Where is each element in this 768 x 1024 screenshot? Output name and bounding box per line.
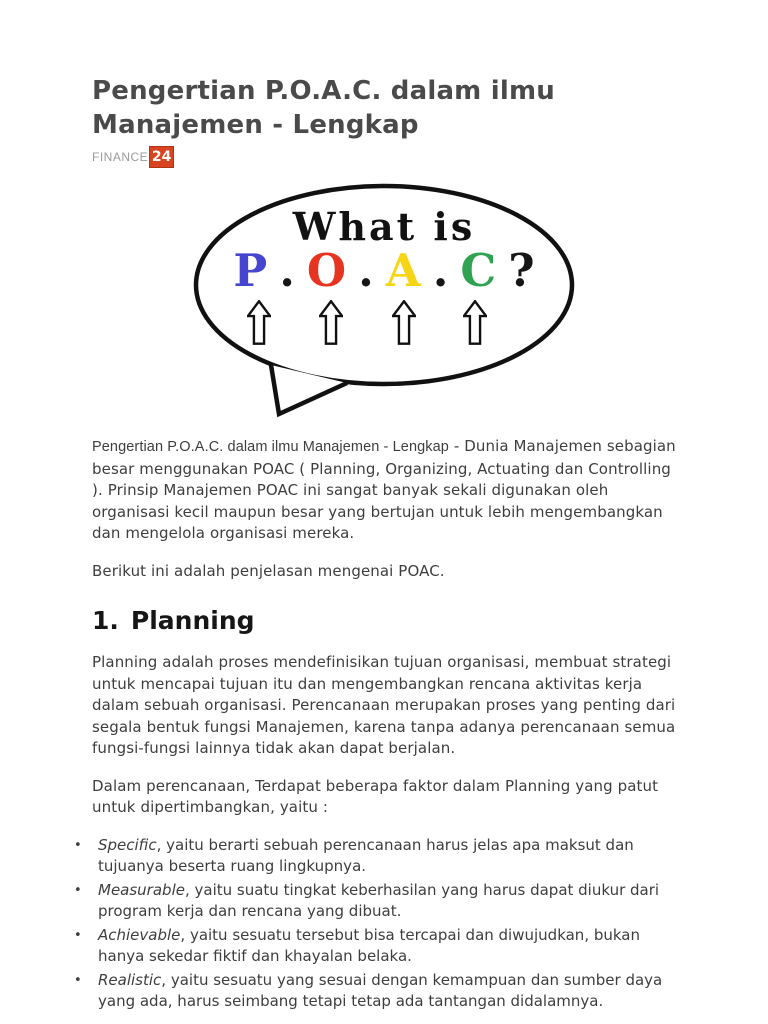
arrows-row: [192, 182, 577, 420]
letter-a: A: [385, 244, 421, 297]
intro-rest-text: - Dunia Manajemen sebagian besar menggunakan POAC ( Planning, Organizing, Actuating dan Controlling ). Prinsip Manajemen POAC ini sangat banyak sekali digunakan oleh organisasi kecil maupun besar yang bertujan untuk lebih mengembangkan dan mengelola organisasi mereka.: [92, 437, 676, 542]
list-item-text: [98, 925, 676, 968]
letter-c: C: [460, 244, 497, 297]
finance24-logo: [92, 146, 676, 168]
planning-factors-list: [68, 835, 676, 1013]
intro-paragraph: [92, 436, 676, 545]
intro-lead-phrase: Pengertian P.O.A.C. dalam ilmu Manajemen - Lengkap: [92, 439, 449, 455]
up-arrow-icon: [319, 300, 343, 345]
page-title: Pengertian P.O.A.C. dalam ilmu Manajemen - Lengkap: [92, 76, 555, 140]
bullet-icon: •: [74, 927, 82, 943]
list-item-text: [98, 835, 676, 878]
section-title: Planning: [130, 606, 255, 635]
up-arrow-icon: [463, 300, 487, 345]
list-item-rest: , yaitu suatu tingkat keberhasilan yang harus dapat diukur dari program kerja dan rencana yang dibuat.: [98, 880, 660, 920]
list-item-term: Realistic: [98, 970, 162, 989]
bullet-icon: •: [74, 972, 82, 988]
list-item: [68, 925, 676, 968]
up-arrow-icon: [392, 300, 416, 345]
list-item-term: Measurable: [98, 880, 185, 899]
bullet-icon: •: [74, 837, 82, 853]
list-item: [68, 835, 676, 878]
question-mark: ?: [508, 244, 535, 297]
logo-badge: 24: [149, 146, 174, 168]
letter-o: O: [306, 244, 347, 297]
letter-p: P: [233, 244, 268, 297]
section-number: 1.: [92, 606, 119, 635]
logo-wordmark: FINANCE: [92, 150, 149, 164]
list-item-rest: , yaitu sesuatu tersebut bisa tercapai dan diwujudkan, bukan hanya sekedar fiktif dan khayalan belaka.: [98, 925, 641, 965]
list-item: [68, 970, 676, 1013]
planning-paragraph-2: Dalam perencanaan, Terdapat beberapa faktor dalam Planning yang patut untuk dipertimbangkan, yaitu :: [92, 776, 659, 816]
bullet-icon: •: [74, 882, 82, 898]
dot-separator: .: [432, 244, 449, 297]
list-item-rest: , yaitu berarti sebuah perencanaan harus jelas apa maksut dan tujuanya beserta ruang lingkupnya.: [98, 835, 634, 875]
dot-separator: .: [358, 244, 374, 297]
up-arrow-icon: [247, 300, 271, 345]
list-item-rest: , yaitu sesuatu yang sesuai dengan kemampuan dan sumber daya yang ada, harus seimbang tetapi tetap ada tantangan didalamnya.: [98, 970, 663, 1010]
list-item-term: Achievable: [98, 925, 181, 944]
followup-paragraph: Berikut ini adalah penjelasan mengenai POAC.: [92, 561, 445, 580]
list-item: [68, 880, 676, 923]
poac-speech-bubble-figure: [192, 182, 577, 420]
list-item-text: [98, 970, 676, 1013]
dot-separator: .: [279, 244, 295, 297]
list-item-term: Specific: [98, 835, 157, 854]
list-item-text: [98, 880, 676, 923]
bubble-question-text: What is: [292, 204, 476, 249]
planning-paragraph-1: Planning adalah proses mendefinisikan tujuan organisasi, membuat strategi untuk mencapai tujuan itu dan mengembangkan rencana aktivitas kerja dalam sebuah organisasi. Perencanaan merupakan proses yang penting dari segala bentuk fungsi Manajemen, karena tanpa adanya perencanaan semua fungsi-fungsi lainnya tidak akan dapat berjalan.: [92, 653, 676, 757]
section-heading-planning: [92, 606, 676, 636]
